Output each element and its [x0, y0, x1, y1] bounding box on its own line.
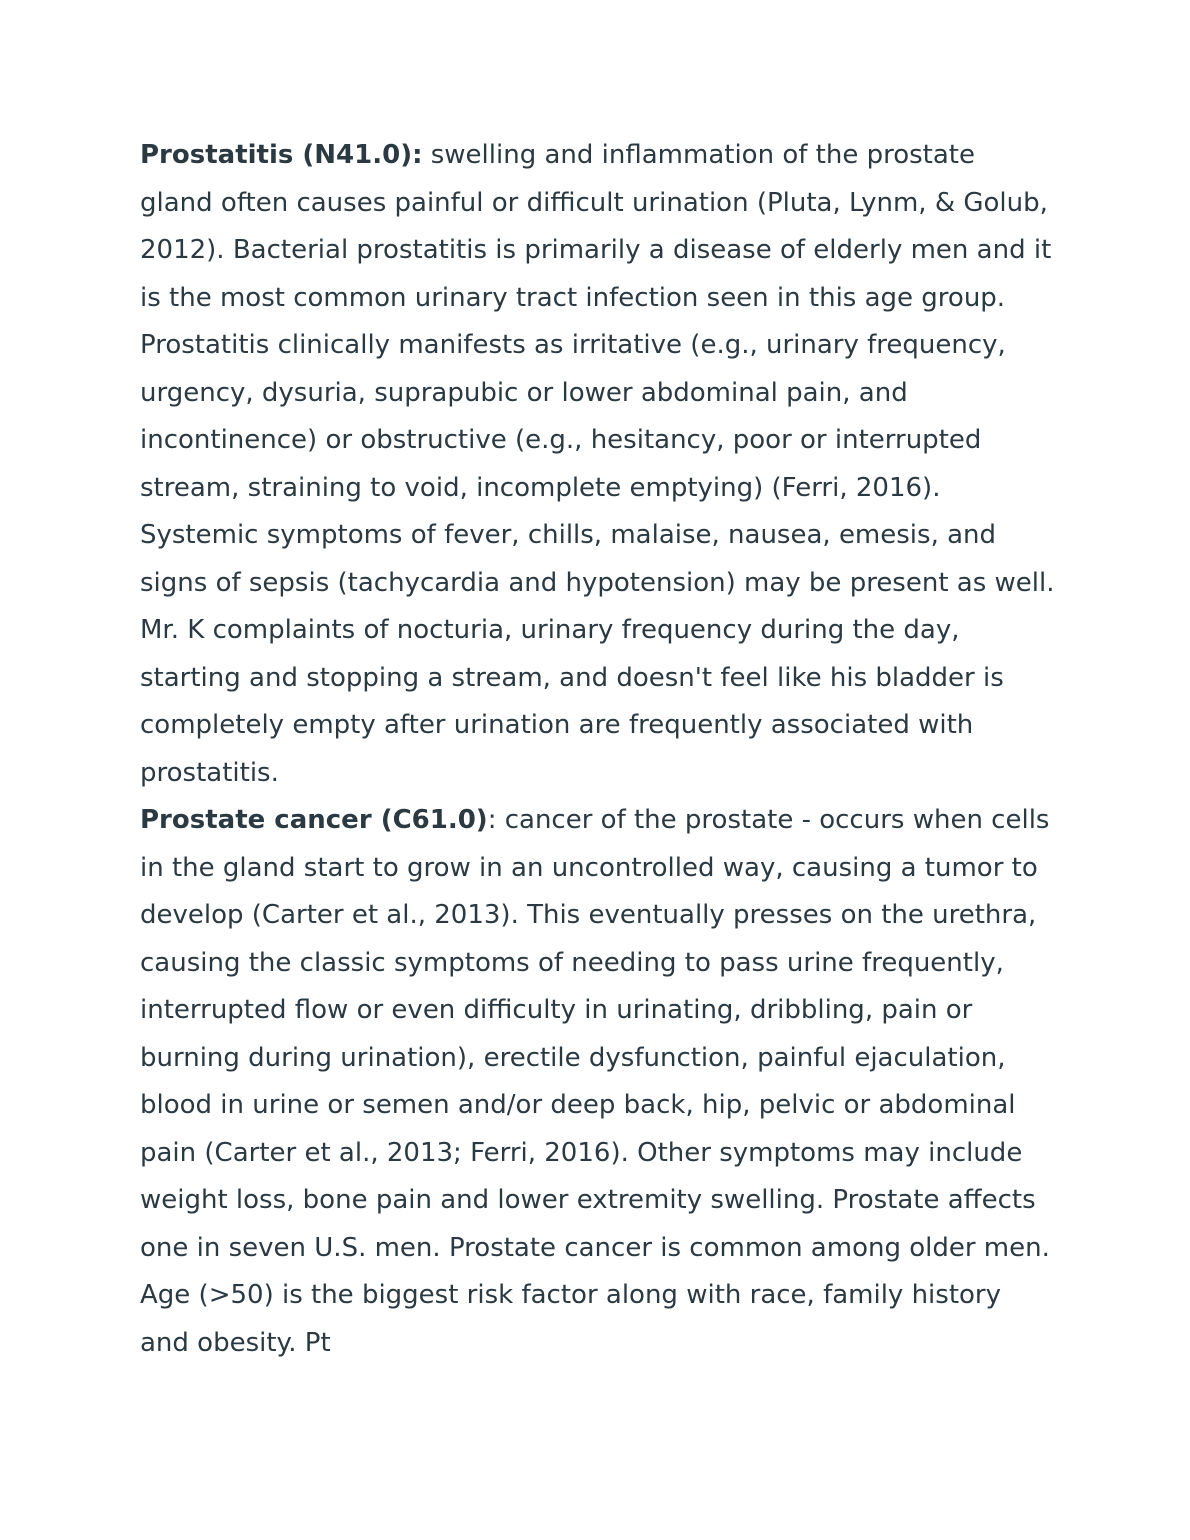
document-page [140, 132, 1055, 1367]
prostate-cancer-paragraph [140, 797, 1055, 1367]
prostate-cancer-description: : cancer of the prostate - occurs when cells in the gland start to grow in an uncontrolled way, causing a tumor to develop (Carter et al., 2013). This eventually presses on the urethra, causing the classic symptoms of needing to pass urine frequently, interrupted flow or even difficulty in urinating, dribbling, pain or burning during urination), erectile dysfunction, painful ejaculation, blood in urine or semen and/or deep back, hip, pelvic or abdominal pain (Carter et al., 2013; Ferri, 2016). Other symptoms may include weight loss, bone pain and lower extremity swelling. Prostate affects one in seven U.S. men. Prostate cancer is common among older men. Age (>50) is the biggest risk factor along with race, family history and obesity. Pt [140, 805, 1050, 1358]
prostatitis-description: swelling and inflammation of the prostate gland often causes painful or difficult urination (Pluta, Lynm, & Golub, 2012). Bacterial prostatitis is primarily a disease of elderly men and it is the most common urinary tract infection seen in this age group. Prostatitis clinically manifests as irritative (e.g., urinary frequency, urgency, dysuria, suprapubic or lower abdominal pain, and incontinence) or obstructive (e.g., hesitancy, poor or interrupted stream, straining to void, incomplete emptying) (Ferri, 2016). Systemic symptoms of fever, chills, malaise, nausea, emesis, and signs of sepsis (tachycardia and hypotension) may be present as well. Mr. K complaints of nocturia, urinary frequency during the day, starting and stopping a stream, and doesn't feel like his bladder is completely empty after urination are frequently associated with prostatitis. [140, 140, 1055, 788]
prostate-cancer-term: Prostate cancer (C61.0) [140, 805, 488, 835]
prostatitis-paragraph [140, 132, 1055, 797]
prostatitis-term: Prostatitis (N41.0): [140, 140, 423, 170]
